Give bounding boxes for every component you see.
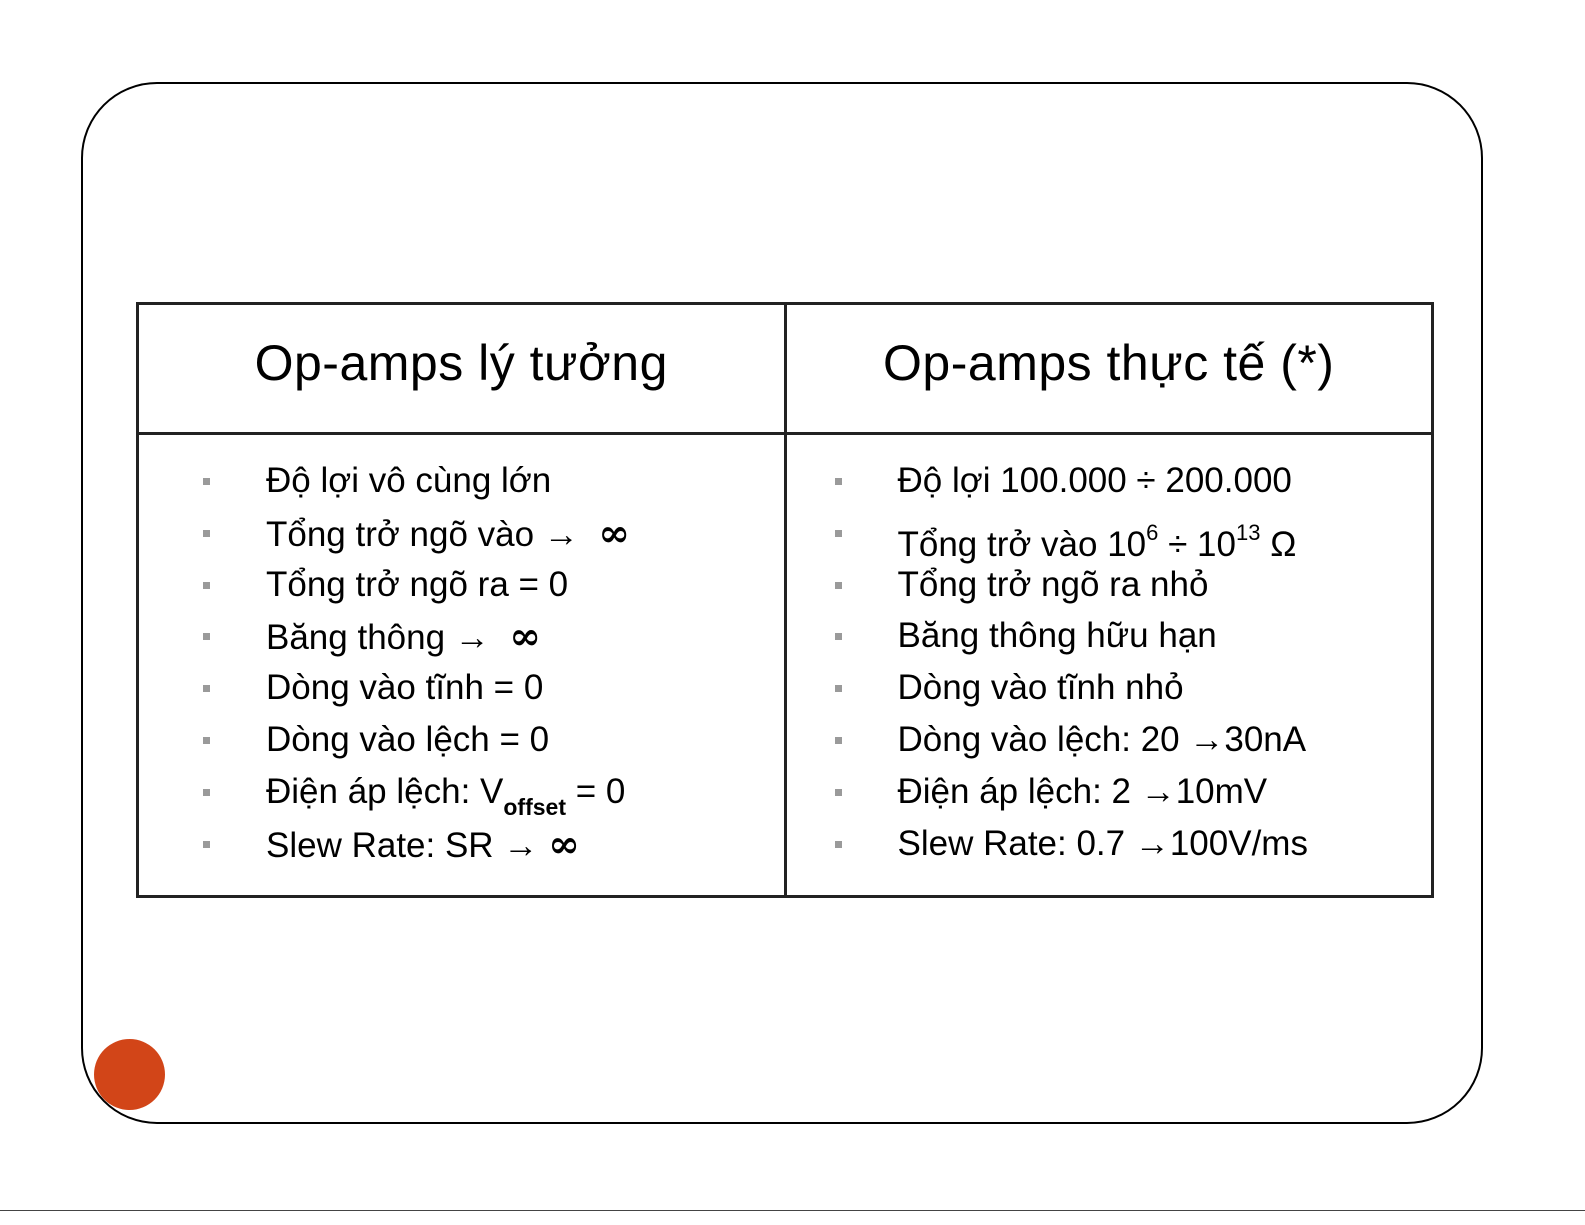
list-item: [139, 822, 784, 874]
square-bullet-icon: [835, 530, 842, 537]
list-item: [139, 770, 784, 822]
list-item: [787, 666, 1432, 718]
list-item: [787, 511, 1432, 563]
square-bullet-icon: [203, 633, 210, 640]
item-label: Tổng trở ngõ vào: [266, 514, 535, 554]
comparison-table: [136, 302, 1434, 898]
item-label: Băng thông: [266, 618, 446, 658]
list-item: [139, 511, 784, 563]
infinity-icon: ∞: [598, 509, 630, 555]
square-bullet-icon: [203, 789, 210, 796]
real-properties-list: [787, 459, 1432, 873]
impedance-exponent-high: 13: [1236, 519, 1261, 545]
header-ideal-opamp: Op-amps lý tưởng: [138, 304, 786, 434]
square-bullet-icon: [835, 737, 842, 744]
list-item: [787, 770, 1432, 822]
offset-subscript: offset: [503, 793, 566, 820]
item-label: Tổng trở vào 10: [897, 524, 1147, 564]
item-tail: = 0: [566, 771, 626, 811]
item-text: Độ lợi vô cùng lớn: [266, 461, 552, 500]
square-bullet-icon: [835, 582, 842, 589]
item-text: Điện áp lệch: 2 →10mV: [897, 771, 1268, 811]
header-real-opamp: Op-amps thực tế (*): [785, 304, 1433, 434]
arrow-icon: →: [454, 618, 490, 658]
item-label: Slew Rate: SR: [266, 825, 494, 865]
impedance-range-mid: ÷ 10: [1168, 524, 1236, 564]
square-bullet-icon: [835, 789, 842, 796]
slide-accent-dot: [94, 1039, 165, 1110]
item-text: Dòng vào tĩnh nhỏ: [897, 668, 1184, 708]
ideal-properties-cell: [138, 434, 786, 897]
ohm-unit: Ω: [1260, 524, 1297, 564]
item-text: [266, 511, 630, 557]
list-item: [787, 614, 1432, 666]
square-bullet-icon: [203, 530, 210, 537]
item-text: Tổng trở ngõ ra = 0: [266, 564, 569, 604]
square-bullet-icon: [835, 478, 842, 485]
item-text: Dòng vào tĩnh = 0: [266, 668, 544, 708]
item-text: [266, 614, 541, 660]
square-bullet-icon: [835, 841, 842, 848]
list-item: [139, 666, 784, 718]
list-item: [787, 459, 1432, 511]
real-properties-cell: [785, 434, 1433, 897]
square-bullet-icon: [203, 478, 210, 485]
item-text: Độ lợi 100.000 ÷ 200.000: [897, 461, 1292, 500]
square-bullet-icon: [203, 685, 210, 692]
list-item: [139, 718, 784, 770]
infinity-icon: ∞: [548, 820, 580, 866]
item-text: Tổng trở ngõ ra nhỏ: [897, 564, 1209, 604]
square-bullet-icon: [203, 841, 210, 848]
square-bullet-icon: [835, 685, 842, 692]
arrow-icon: →: [503, 825, 539, 865]
list-item: [787, 718, 1432, 770]
list-item: [787, 822, 1432, 874]
item-text: [266, 822, 580, 868]
ideal-properties-list: [139, 459, 784, 873]
item-text: Dòng vào lệch: 20 →30nA: [897, 719, 1307, 759]
list-item: [139, 459, 784, 511]
square-bullet-icon: [835, 633, 842, 640]
list-item: [787, 563, 1432, 615]
item-label: Điện áp lệch: V: [266, 771, 504, 811]
item-text: Dòng vào lệch = 0: [266, 719, 550, 759]
item-text: [898, 511, 1297, 567]
arrow-icon: →: [543, 514, 579, 554]
item-text: Slew Rate: 0.7 →100V/ms: [897, 823, 1308, 863]
square-bullet-icon: [203, 737, 210, 744]
infinity-icon: ∞: [509, 613, 541, 659]
square-bullet-icon: [203, 582, 210, 589]
impedance-exponent-low: 6: [1146, 519, 1159, 545]
list-item: [139, 614, 784, 666]
item-text: Băng thông hữu hạn: [897, 616, 1217, 656]
list-item: [139, 563, 784, 615]
bottom-divider: [0, 1210, 1585, 1211]
